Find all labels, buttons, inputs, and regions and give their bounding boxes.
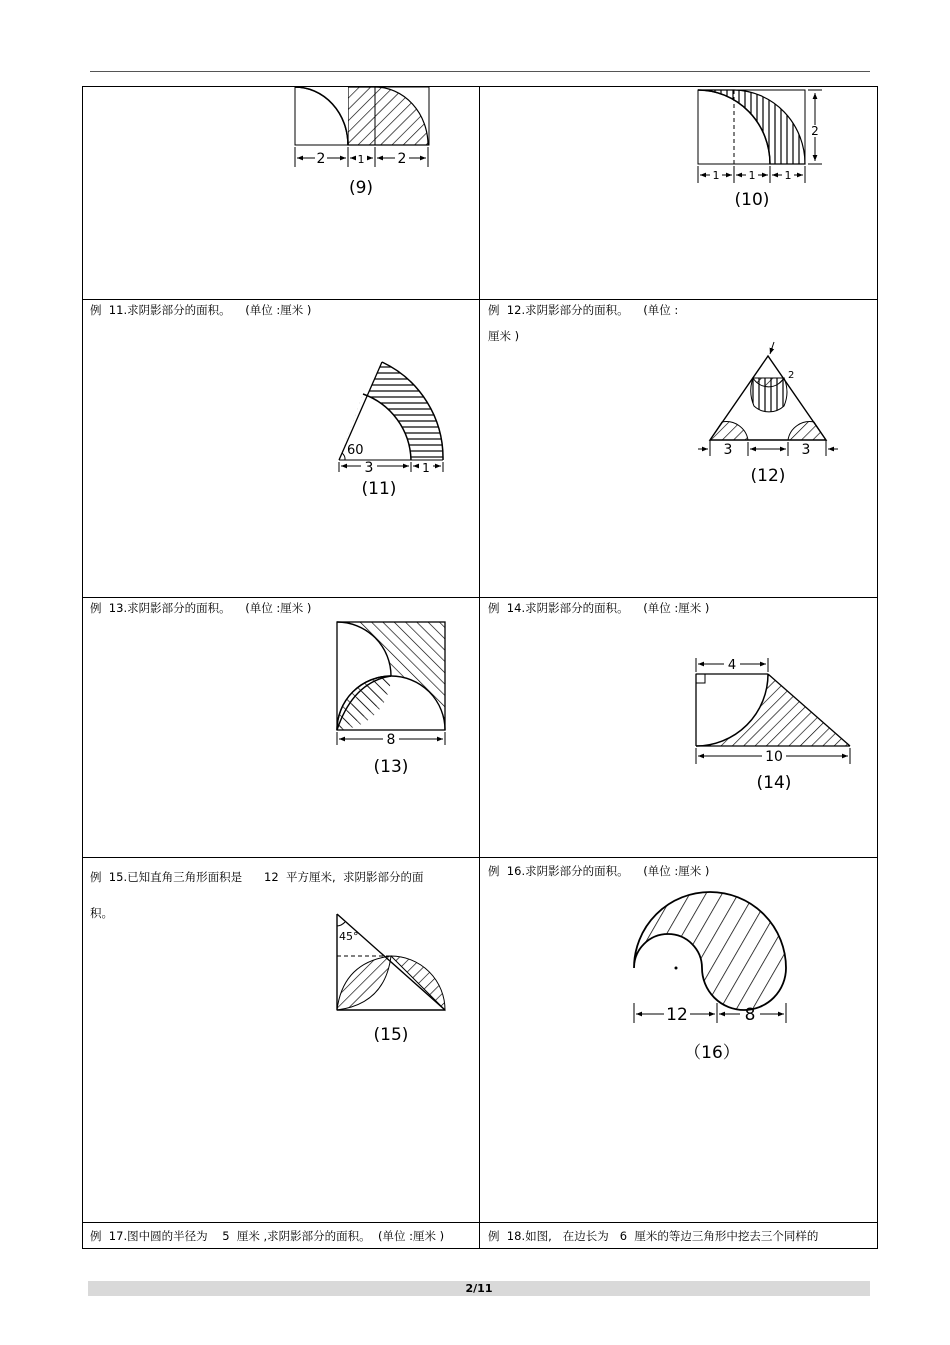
figure-13 (333, 618, 453, 783)
svg-text:8: 8 (744, 1005, 756, 1025)
cell-example-17 (82, 1222, 480, 1249)
svg-text:1: 1 (357, 153, 365, 166)
cell-example-18 (479, 1222, 878, 1249)
question-14-text: 例 14.求阴影部分的面积。 (单位 :厘米 ) (488, 601, 710, 615)
svg-text:(10): (10) (734, 190, 770, 210)
question-18-text: 例 18.如图, 在边长为 6 厘米的等边三角形中挖去三个同样的 (488, 1229, 819, 1243)
cell-example-12 (479, 299, 878, 598)
svg-text:(13): (13) (373, 757, 409, 777)
svg-text:10: 10 (765, 749, 783, 765)
svg-text:2: 2 (316, 151, 326, 167)
svg-text:1: 1 (748, 169, 756, 182)
svg-text:12: 12 (666, 1005, 688, 1025)
svg-text:4: 4 (727, 658, 737, 673)
question-15-text-line1: 例 15.已知直角三角形面积是 12 平方厘米, 求阴影部分的面 (90, 870, 424, 884)
cell-example-9 (82, 86, 480, 300)
header-rule (90, 71, 870, 72)
svg-text:60: 60 (347, 443, 364, 458)
question-11-text: 例 11.求阴影部分的面积。 (单位 :厘米 ) (90, 303, 312, 317)
svg-text:45°: 45° (339, 930, 359, 943)
figure-15 (333, 910, 453, 1055)
figure-11 (335, 358, 455, 503)
svg-text:8: 8 (386, 732, 396, 748)
page-number: 2/11 (465, 1282, 493, 1295)
svg-text:2: 2 (788, 370, 795, 381)
svg-text:1: 1 (784, 169, 792, 182)
svg-text:(11): (11) (361, 479, 397, 499)
svg-text:1: 1 (712, 169, 720, 182)
question-17-text: 例 17.图中圆的半径为 5 厘米 ,求阴影部分的面积。 (单位 :厘米 ) (90, 1229, 445, 1243)
question-13-text: 例 13.求阴影部分的面积。 (单位 :厘米 ) (90, 601, 312, 615)
svg-text:(9): (9) (348, 178, 374, 198)
figure-10 (694, 87, 844, 215)
figure-16 (628, 888, 793, 1068)
figure-12 (690, 336, 850, 491)
svg-text:1: 1 (422, 461, 430, 475)
svg-text:3: 3 (801, 442, 811, 458)
question-12-text-line2: 厘米 ) (488, 329, 520, 343)
cell-example-15 (82, 857, 480, 1223)
svg-text:(12): (12) (750, 466, 786, 486)
cell-example-11 (82, 299, 480, 598)
figure-9 (291, 87, 441, 202)
svg-text:（16）: （16） (684, 1043, 740, 1063)
svg-text:(15): (15) (373, 1025, 409, 1045)
figure-14 (688, 654, 863, 799)
svg-text:(14): (14) (756, 773, 792, 793)
cell-example-10 (479, 86, 878, 300)
cell-example-16 (479, 857, 878, 1223)
svg-text:3: 3 (723, 442, 733, 458)
svg-text:2: 2 (811, 124, 819, 138)
question-12-text-line1: 例 12.求阴影部分的面积。 (单位 : (488, 303, 679, 317)
question-15-text-line2: 积。 (90, 906, 113, 920)
question-16-text: 例 16.求阴影部分的面积。 (单位 :厘米 ) (488, 864, 710, 878)
svg-text:3: 3 (364, 460, 374, 476)
footer-bar (88, 1281, 870, 1296)
cell-example-14 (479, 597, 878, 858)
svg-text:2: 2 (397, 151, 407, 167)
cell-example-13 (82, 597, 480, 858)
